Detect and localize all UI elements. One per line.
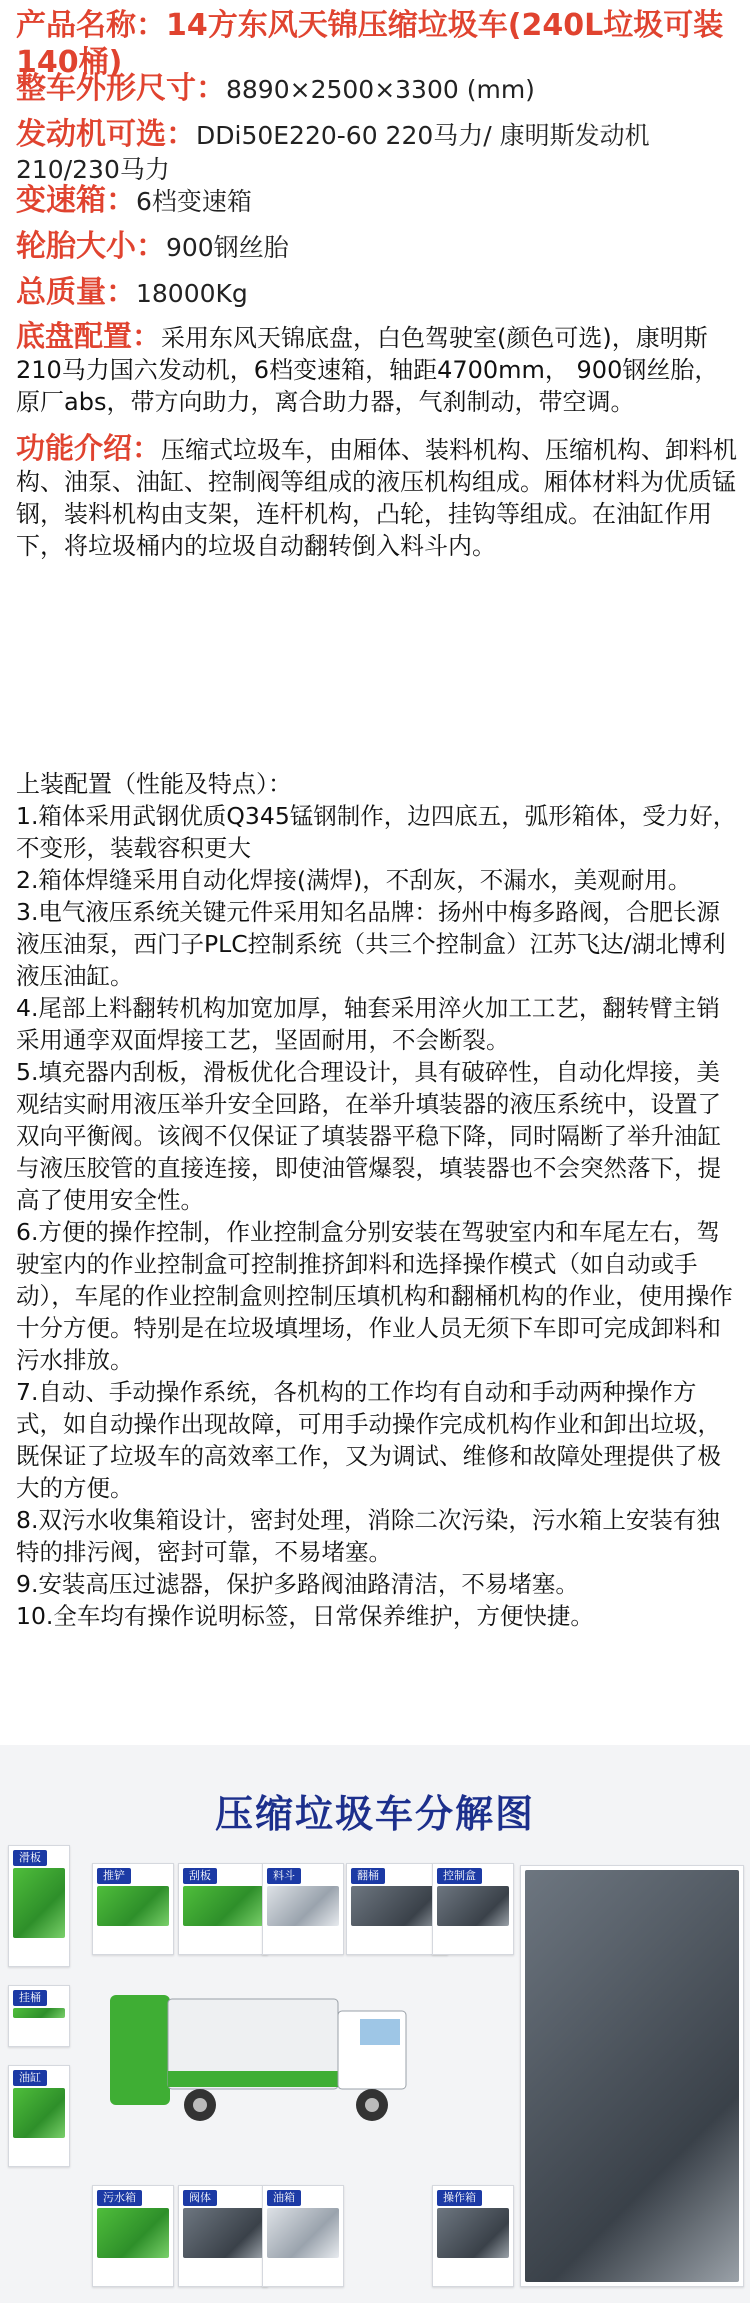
spec-value: 14方东风天锦压缩垃圾车(240L垃圾可装140桶) (16, 8, 724, 80)
spec-value: 6档变速箱 (136, 187, 252, 216)
feature-item: 9.安装高压过滤器，保护多路阀油路清洁，不易堵塞。 (16, 1570, 579, 1598)
part-photo (525, 1870, 739, 2282)
spec-tire (16, 230, 736, 265)
diagram-card (432, 2185, 514, 2287)
feature-item: 7.自动、手动操作系统，各机构的工作均有自动和手动两种操作方式，如自动操作出现故障，可用手动操作完成机构作业和卸出垃圾，既保证了垃圾车的高效率工作，又为调试、维修和故障处理提供了极大的方便。 (16, 1378, 721, 1502)
diagram-title: 压缩垃圾车分解图 (214, 1792, 535, 1836)
spec-value: 8890×2500×3300 (mm) (226, 75, 535, 104)
feature-item: 6.方便的操作控制，作业控制盒分别安装在驾驶室内和车尾左右，驾驶室内的作业控制盒可控制推挤卸料和选择操作模式（如自动或手动），车尾的作业控制盒则控制压填机构和翻桶机构的作业，使用操作十分方便。特别是在垃圾填埋场，作业人员无须下车即可完成卸料和污水排放。 (16, 1218, 733, 1374)
part-photo (183, 2208, 263, 2258)
diagram-card (262, 1863, 344, 1955)
function-text: 压缩式垃圾车，由厢体、装料机构、压缩机构、卸料机构、油泵、油缸、控制阀等组成的液压机构组成。厢体材料为优质锰钢，装料机构由支架，连杆机构，凸轮，挂钩等组成。在油缸作用下，将垃圾桶内的垃圾自动翻转倒入料斗内。 (16, 436, 738, 560)
diagram-card (8, 2065, 70, 2167)
diagram-card (92, 1863, 174, 1955)
part-photo (183, 1886, 263, 1926)
card-label: 推铲 (97, 1868, 131, 1884)
spec-gearbox (16, 184, 736, 219)
spec-value: 900钢丝胎 (166, 233, 289, 262)
spec-label: 总质量： (16, 275, 136, 310)
spec-value: DDi50E220-60 220马力/ 康明斯发动机210/230马力 (16, 121, 650, 184)
diagram-card (92, 2185, 174, 2287)
function-label: 功能介绍： (16, 431, 162, 465)
card-label: 挂桶 (13, 1990, 47, 2006)
upper-config-title: 上装配置（性能及特点）： (16, 770, 292, 798)
diagram-card (178, 1863, 268, 1955)
part-photo (97, 2208, 169, 2258)
function-intro (16, 432, 740, 562)
card-label: 油箱 (267, 2190, 301, 2206)
diagram-card (8, 1845, 70, 1967)
truck-illustration (100, 1975, 420, 2135)
spec-label: 发动机可选： (16, 117, 196, 152)
spec-weight (16, 276, 736, 311)
card-label: 污水箱 (97, 2190, 142, 2206)
chassis-config (16, 320, 740, 418)
card-label: 滑板 (13, 1850, 47, 1866)
part-photo (97, 1886, 169, 1926)
spec-engine (16, 118, 736, 187)
feature-item: 4.尾部上料翻转机构加宽加厚，轴套采用淬火加工工艺，翻转臂主销采用通孪双面焊接工艺，坚固耐用，不会断裂。 (16, 994, 720, 1054)
spec-label: 整车外形尺寸： (16, 71, 226, 106)
card-label: 操作箱 (437, 2190, 482, 2206)
spec-dimensions (16, 72, 736, 107)
spec-label: 变速箱： (16, 183, 136, 218)
card-label: 油缸 (13, 2070, 47, 2086)
part-photo (437, 1886, 509, 1926)
diagram-card (432, 1863, 514, 1955)
spec-label: 轮胎大小： (16, 229, 166, 264)
spec-value: 18000Kg (136, 279, 248, 308)
feature-item: 10.全车均有操作说明标签，日常保养维护，方便快捷。 (16, 1602, 594, 1630)
rear-panel-photo (520, 1865, 744, 2287)
chassis-text: 采用东风天锦底盘，白色驾驶室(颜色可选)，康明斯210马力国六发动机，6档变速箱，轴距4700mm， 900钢丝胎，原厂abs，带方向助力，离合助力器，气刹制动，带空调。 (16, 324, 719, 416)
chassis-label: 底盘配置： (16, 319, 162, 353)
spec-label: 产品名称： (16, 8, 166, 43)
feature-item: 2.箱体焊缝采用自动化焊接(满焊)，不刮灰，不漏水，美观耐用。 (16, 866, 692, 894)
part-photo (13, 1868, 65, 1938)
feature-item: 3.电气液压系统关键元件采用知名品牌：扬州中梅多路阀，合肥长源液压油泵，西门子PLC控制系统（共三个控制盒）江苏飞达/湖北博利液压油缸。 (16, 898, 726, 990)
part-photo (267, 2208, 339, 2258)
card-label: 料斗 (267, 1868, 301, 1884)
exploded-diagram (0, 1745, 750, 2303)
card-label: 刮板 (183, 1868, 217, 1884)
diagram-card (262, 2185, 344, 2287)
feature-item: 1.箱体采用武钢优质Q345锰钢制作，边四底五，弧形箱体，受力好，不变形，装载容积更大 (16, 802, 737, 862)
card-label: 控制盒 (437, 1868, 482, 1884)
part-photo (437, 2208, 509, 2258)
feature-item: 5.填充器内刮板，滑板优化合理设计，具有破碎性，自动化焊接，美观结实耐用液压举升安全回路，在举升填装器的液压系统中，设置了双向平衡阀。该阀不仅保证了填装器平稳下降，同时隔断了举升油缸与液压胶管的直接连接，即使油管爆裂，填装器也不会突然落下，提高了使用安全性。 (16, 1058, 721, 1214)
part-photo (13, 2088, 65, 2138)
part-photo (13, 2008, 65, 2018)
feature-list (16, 800, 740, 1632)
card-label: 阀体 (183, 2190, 217, 2206)
part-photo (351, 1886, 443, 1926)
diagram-card (8, 1985, 70, 2047)
part-photo (267, 1886, 339, 1926)
diagram-card (178, 2185, 268, 2287)
card-label: 翻桶 (351, 1868, 385, 1884)
feature-item: 8.双污水收集箱设计，密封处理，消除二次污染，污水箱上安装有独特的排污阀，密封可靠，不易堵塞。 (16, 1506, 720, 1566)
